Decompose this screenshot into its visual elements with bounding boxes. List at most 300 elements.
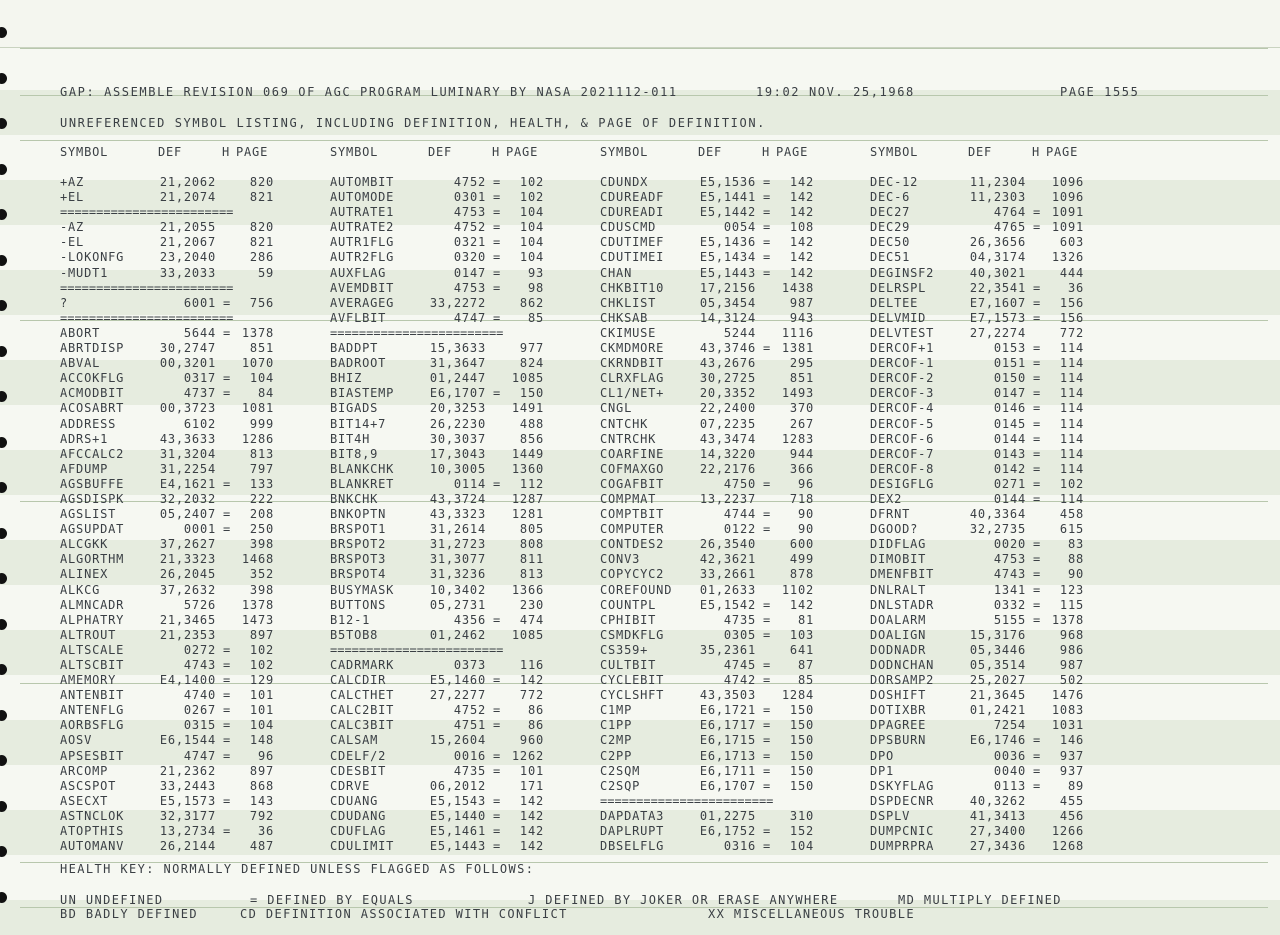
symbol-name: CYCLSHFT <box>600 688 665 703</box>
symbol-name: ALCGKK <box>60 537 109 552</box>
symbol-health: = <box>492 718 502 733</box>
symbol-row <box>330 296 570 311</box>
symbol-name: DPO <box>870 748 895 763</box>
symbol-name: BNKCHK <box>330 491 379 506</box>
symbol-def: 35,2361 <box>699 642 756 657</box>
symbol-name: BIGADS <box>330 401 379 416</box>
sheet-top-strip <box>0 0 1280 48</box>
symbol-def: E6,1717 <box>699 718 756 733</box>
symbol-name: CALCDIR <box>330 673 387 688</box>
symbol-def: 5155 <box>993 612 1026 627</box>
symbol-health: = <box>1032 205 1042 220</box>
symbol-row <box>870 492 1110 507</box>
symbol-def: E7,1573 <box>969 310 1026 325</box>
symbol-health: = <box>222 476 232 491</box>
symbol-page: 310 <box>789 808 814 823</box>
symbol-def: E7,1607 <box>969 295 1026 310</box>
symbol-def: 05,3454 <box>699 295 756 310</box>
symbol-def: 40,3364 <box>969 507 1026 522</box>
symbol-row <box>600 266 840 281</box>
symbol-row <box>330 567 570 582</box>
symbol-page: 968 <box>1059 627 1084 642</box>
symbol-row <box>870 703 1110 718</box>
symbol-page: 102 <box>519 175 544 189</box>
symbol-name: ======================== <box>60 205 234 220</box>
symbol-def: 0001 <box>183 522 216 537</box>
symbol-page: 960 <box>519 733 544 748</box>
symbol-row <box>330 311 570 326</box>
symbol-def: 01,2447 <box>429 371 486 386</box>
symbol-row <box>600 537 840 552</box>
symbol-page: 112 <box>519 476 544 491</box>
symbol-def: 15,3176 <box>969 627 1026 642</box>
symbol-page: 487 <box>249 839 274 854</box>
symbol-row <box>870 235 1110 250</box>
key-conflict: CD DEFINITION ASSOCIATED WITH CONFLICT <box>240 907 568 921</box>
symbol-def: 4764 <box>993 205 1026 220</box>
symbol-page: 89 <box>1067 778 1084 793</box>
symbol-row <box>870 673 1110 688</box>
symbol-page: 1268 <box>1051 839 1084 854</box>
symbol-row <box>60 220 300 235</box>
symbol-page: 150 <box>789 763 814 778</box>
symbol-page: 1378 <box>241 325 274 340</box>
symbol-name: AORBSFLG <box>60 718 125 733</box>
symbol-name: DERCOF-1 <box>870 356 935 371</box>
symbol-row <box>600 824 840 839</box>
symbol-def: E5,1542 <box>699 597 756 612</box>
symbol-def: E5,1460 <box>429 673 486 688</box>
symbol-health: = <box>492 235 502 250</box>
symbol-page: 1287 <box>511 491 544 506</box>
symbol-column <box>330 145 570 854</box>
symbol-def: 07,2235 <box>699 416 756 431</box>
symbol-row <box>330 507 570 522</box>
symbol-row <box>870 658 1110 673</box>
symbol-name: DMENFBIT <box>870 567 935 582</box>
symbol-def: 22,3541 <box>969 280 1026 295</box>
symbol-name: DELRSPL <box>870 280 927 295</box>
column-header <box>330 145 570 175</box>
symbol-name: CKIMUSE <box>600 325 657 340</box>
header-page: PAGE <box>776 145 809 159</box>
symbol-def: 26,2144 <box>159 839 216 854</box>
symbol-name: CDUFLAG <box>330 824 387 839</box>
symbol-health: = <box>762 522 772 537</box>
symbol-name: DAPDATA3 <box>600 808 665 823</box>
header-symbol: SYMBOL <box>60 145 109 159</box>
symbol-row <box>870 250 1110 265</box>
symbol-name: CDUTIMEI <box>600 250 665 265</box>
symbol-row <box>870 628 1110 643</box>
symbol-def: 14,3220 <box>699 446 756 461</box>
symbol-page: 114 <box>1059 341 1084 356</box>
symbol-def: 0320 <box>453 250 486 265</box>
symbol-page: 103 <box>789 627 814 642</box>
symbol-name: BIT4H <box>330 431 371 446</box>
symbol-name: CYCLEBIT <box>600 673 665 688</box>
symbol-page: 104 <box>519 235 544 250</box>
symbol-def: 4747 <box>183 748 216 763</box>
symbol-row <box>600 432 840 447</box>
symbol-health: = <box>762 220 772 235</box>
symbol-row <box>600 628 840 643</box>
symbol-row <box>60 824 300 839</box>
column-header <box>870 145 1110 175</box>
symbol-name: ANTENBIT <box>60 688 125 703</box>
symbol-health: = <box>1032 431 1042 446</box>
symbol-health: = <box>492 839 502 854</box>
symbol-name: DEGINSF2 <box>870 265 935 280</box>
symbol-column <box>870 145 1110 854</box>
symbol-page: 208 <box>249 507 274 522</box>
symbol-name: BUTTONS <box>330 597 387 612</box>
symbol-page: 267 <box>789 416 814 431</box>
symbol-page: 115 <box>1059 597 1084 612</box>
symbol-name: DODNADR <box>870 642 927 657</box>
symbol-health: = <box>222 522 232 537</box>
symbol-def: 11,2303 <box>969 190 1026 205</box>
symbol-row <box>60 462 300 477</box>
symbol-def: 32,2032 <box>159 491 216 506</box>
symbol-def: 4752 <box>453 703 486 718</box>
symbol-def: 43,3746 <box>699 341 756 356</box>
symbol-row <box>60 432 300 447</box>
symbol-page: 718 <box>789 491 814 506</box>
symbol-def: 27,2274 <box>969 325 1026 340</box>
symbol-name: CNTRCHK <box>600 431 657 446</box>
symbol-page: 156 <box>1059 295 1084 310</box>
symbol-def: 5644 <box>183 325 216 340</box>
symbol-health: = <box>762 265 772 280</box>
symbol-row <box>870 537 1110 552</box>
symbol-row <box>870 311 1110 326</box>
symbol-page: 114 <box>1059 371 1084 386</box>
symbol-name: CDUREADF <box>600 190 665 205</box>
symbol-def: 25,2027 <box>969 673 1026 688</box>
symbol-def: 21,2067 <box>159 235 216 250</box>
symbol-row <box>60 673 300 688</box>
symbol-name: B12-1 <box>330 612 371 627</box>
feed-hole <box>0 801 7 812</box>
symbol-name: ADRS+1 <box>60 431 109 446</box>
symbol-def: 31,3077 <box>429 552 486 567</box>
symbol-health: = <box>1032 220 1042 235</box>
symbol-page: 398 <box>249 537 274 552</box>
symbol-health: = <box>1032 295 1042 310</box>
symbol-name: C2SQM <box>600 763 641 778</box>
symbol-row <box>60 371 300 386</box>
symbol-row <box>330 386 570 401</box>
feed-hole <box>0 73 7 84</box>
symbol-column <box>60 145 300 854</box>
header-page: PAGE <box>236 145 269 159</box>
symbol-page: 797 <box>249 461 274 476</box>
symbol-name: AUTR2FLG <box>330 250 395 265</box>
tractor-feed-holes <box>0 0 14 935</box>
symbol-page: 1102 <box>781 582 814 597</box>
symbol-health: = <box>222 688 232 703</box>
page-number: PAGE 1555 <box>1060 85 1140 99</box>
symbol-health: = <box>492 673 502 688</box>
symbol-page: 142 <box>789 235 814 250</box>
symbol-name: ABORT <box>60 325 101 340</box>
symbol-def: E6,1721 <box>699 703 756 718</box>
symbol-page: 114 <box>1059 491 1084 506</box>
symbol-page: 986 <box>1059 642 1084 657</box>
symbol-name: AVERAGEG <box>330 295 395 310</box>
symbol-row <box>870 794 1110 809</box>
symbol-page: 824 <box>519 356 544 371</box>
symbol-def: 31,2254 <box>159 461 216 476</box>
symbol-row <box>870 371 1110 386</box>
symbol-page: 808 <box>519 537 544 552</box>
symbol-row <box>870 583 1110 598</box>
symbol-health: = <box>492 748 502 763</box>
symbol-page: 86 <box>527 703 544 718</box>
symbol-name: CALC3BIT <box>330 718 395 733</box>
symbol-name: DELVMID <box>870 310 927 325</box>
symbol-row <box>330 598 570 613</box>
symbol-row <box>870 356 1110 371</box>
symbol-page: 222 <box>249 491 274 506</box>
symbol-row <box>600 749 840 764</box>
symbol-row <box>330 356 570 371</box>
feed-hole <box>0 892 7 903</box>
symbol-page: 444 <box>1059 265 1084 280</box>
symbol-name: ARCOMP <box>60 763 109 778</box>
symbol-def: 0150 <box>993 371 1026 386</box>
header-symbol: SYMBOL <box>600 145 649 159</box>
symbol-row <box>330 583 570 598</box>
symbol-def: 15,3633 <box>429 341 486 356</box>
key-joker: J DEFINED BY JOKER OR ERASE ANYWHERE <box>528 893 839 907</box>
symbol-name: DEC-12 <box>870 175 919 189</box>
symbol-health: = <box>492 703 502 718</box>
symbol-page: 1438 <box>781 280 814 295</box>
symbol-name: DERCOF+1 <box>870 341 935 356</box>
separator-row <box>60 281 300 296</box>
symbol-page: 286 <box>249 250 274 265</box>
symbol-row <box>870 175 1110 190</box>
symbol-name: CSMDKFLG <box>600 627 665 642</box>
symbol-page: 772 <box>519 688 544 703</box>
symbol-def: 0020 <box>993 537 1026 552</box>
symbol-name: DAPLRUPT <box>600 824 665 839</box>
symbol-health: = <box>492 265 502 280</box>
feed-hole <box>0 619 7 630</box>
column-header <box>60 145 300 175</box>
symbol-row <box>600 326 840 341</box>
symbol-page: 101 <box>249 688 274 703</box>
symbol-health: = <box>492 808 502 823</box>
symbol-def: E6,1707 <box>429 386 486 401</box>
symbol-name: CHAN <box>600 265 633 280</box>
bar-rule-line <box>20 48 1268 49</box>
symbol-def: 4753 <box>453 205 486 220</box>
header-health: H <box>1032 145 1041 159</box>
symbol-row <box>330 658 570 673</box>
symbol-row <box>870 296 1110 311</box>
header-def: DEF <box>968 145 993 159</box>
symbol-name: -EL <box>60 235 85 250</box>
symbol-page: 142 <box>789 250 814 265</box>
symbol-health: = <box>762 703 772 718</box>
symbol-page: 142 <box>789 597 814 612</box>
symbol-page: 851 <box>789 371 814 386</box>
symbol-health: = <box>492 824 502 839</box>
symbol-page: 93 <box>527 265 544 280</box>
symbol-page: 114 <box>1059 461 1084 476</box>
symbol-page: 792 <box>249 808 274 823</box>
symbol-health: = <box>222 824 232 839</box>
symbol-row <box>330 462 570 477</box>
symbol-def: 33,2661 <box>699 567 756 582</box>
symbol-health: = <box>492 250 502 265</box>
symbol-health: = <box>222 642 232 657</box>
symbol-health: = <box>492 190 502 205</box>
symbol-health: = <box>492 220 502 235</box>
symbol-def: 0040 <box>993 763 1026 778</box>
symbol-name: ALTSCBIT <box>60 658 125 672</box>
symbol-page: 499 <box>789 552 814 567</box>
symbol-def: 0145 <box>993 416 1026 431</box>
symbol-def: 43,3323 <box>429 507 486 522</box>
symbol-row <box>600 507 840 522</box>
symbol-page: 123 <box>1059 582 1084 597</box>
symbol-def: 14,3124 <box>699 310 756 325</box>
feed-hole <box>0 391 7 402</box>
symbol-row <box>330 190 570 205</box>
symbol-row <box>870 205 1110 220</box>
symbol-health: = <box>492 280 502 295</box>
symbol-row <box>60 447 300 462</box>
bar-rule-line <box>20 907 1268 908</box>
symbol-row <box>600 462 840 477</box>
feed-hole <box>0 482 7 493</box>
symbol-row <box>60 326 300 341</box>
symbol-name: CALCTHET <box>330 688 395 703</box>
symbol-health: = <box>762 763 772 778</box>
symbol-page: 96 <box>257 748 274 763</box>
symbol-def: 01,2421 <box>969 703 1026 718</box>
symbol-row <box>330 432 570 447</box>
symbol-page: 937 <box>1059 763 1084 778</box>
symbol-name: BRSPOT4 <box>330 567 387 582</box>
symbol-row <box>60 733 300 748</box>
symbol-def: E6,1752 <box>699 824 756 839</box>
symbol-name: CHKSAB <box>600 310 649 325</box>
symbol-row <box>870 567 1110 582</box>
symbol-row <box>60 552 300 567</box>
symbol-page: 1096 <box>1051 190 1084 205</box>
symbol-def: 0321 <box>453 235 486 250</box>
symbol-row <box>600 235 840 250</box>
symbol-def: 21,3465 <box>159 612 216 627</box>
symbol-page: 88 <box>1067 552 1084 567</box>
symbol-row <box>600 250 840 265</box>
bar-rule-line <box>20 140 1268 141</box>
symbol-row <box>870 552 1110 567</box>
header-health: H <box>492 145 501 159</box>
symbol-def: 4743 <box>183 658 216 672</box>
symbol-name: C2PP <box>600 748 633 763</box>
symbol-row <box>330 673 570 688</box>
symbol-def: 22,2400 <box>699 401 756 416</box>
symbol-page: 86 <box>527 718 544 733</box>
symbol-row <box>60 749 300 764</box>
symbol-row <box>330 749 570 764</box>
symbol-name: DORSAMP2 <box>870 673 935 688</box>
symbol-name: BUSYMASK <box>330 582 395 597</box>
symbol-def: E6,1544 <box>159 733 216 748</box>
symbol-name: DOALIGN <box>870 627 927 642</box>
symbol-row <box>600 567 840 582</box>
symbol-health: = <box>1032 461 1042 476</box>
symbol-def: 40,3262 <box>969 793 1026 808</box>
symbol-def: 5244 <box>723 325 756 340</box>
symbol-def: 01,2462 <box>429 627 486 642</box>
symbol-page: 458 <box>1059 507 1084 522</box>
symbol-name: DIMOBIT <box>870 552 927 567</box>
symbol-name: DP1 <box>870 763 895 778</box>
symbol-name: CDUNDX <box>600 175 649 189</box>
symbol-name: CDUREADI <box>600 205 665 220</box>
symbol-name: DEC-6 <box>870 190 911 205</box>
symbol-row <box>870 764 1110 779</box>
symbol-row <box>60 356 300 371</box>
symbol-name: CADRMARK <box>330 658 395 672</box>
symbol-def: 17,3043 <box>429 446 486 461</box>
feed-hole <box>0 209 7 220</box>
symbol-def: 30,2747 <box>159 341 216 356</box>
symbol-health: = <box>222 673 232 688</box>
symbol-def: E5,1573 <box>159 793 216 808</box>
symbol-page: 1326 <box>1051 250 1084 265</box>
symbol-health: = <box>222 748 232 763</box>
symbol-page: 83 <box>1067 537 1084 552</box>
symbol-row <box>330 824 570 839</box>
symbol-name: COARFINE <box>600 446 665 461</box>
symbol-name: DERCOF-8 <box>870 461 935 476</box>
symbol-def: 32,2735 <box>969 522 1026 537</box>
symbol-page: 142 <box>789 265 814 280</box>
symbol-health: = <box>1032 401 1042 416</box>
symbol-row <box>600 477 840 492</box>
symbol-def: 32,3177 <box>159 808 216 823</box>
symbol-row <box>330 809 570 824</box>
symbol-def: E6,1713 <box>699 748 756 763</box>
symbol-row <box>600 386 840 401</box>
symbol-health: = <box>222 718 232 733</box>
symbol-name: DOTIXBR <box>870 703 927 718</box>
symbol-row <box>60 613 300 628</box>
symbol-page: 104 <box>519 220 544 235</box>
symbol-page: 150 <box>789 718 814 733</box>
symbol-page: 114 <box>1059 431 1084 446</box>
symbol-def: 43,3474 <box>699 431 756 446</box>
symbol-def: 33,2443 <box>159 778 216 793</box>
symbol-row <box>60 266 300 281</box>
symbol-row <box>870 824 1110 839</box>
symbol-page: 250 <box>249 522 274 537</box>
symbol-row <box>870 718 1110 733</box>
symbol-def: 0332 <box>993 597 1026 612</box>
symbol-def: 31,3647 <box>429 356 486 371</box>
symbol-name: CS359+ <box>600 642 649 657</box>
symbol-name: DNLSTADR <box>870 597 935 612</box>
symbol-page: 152 <box>789 824 814 839</box>
